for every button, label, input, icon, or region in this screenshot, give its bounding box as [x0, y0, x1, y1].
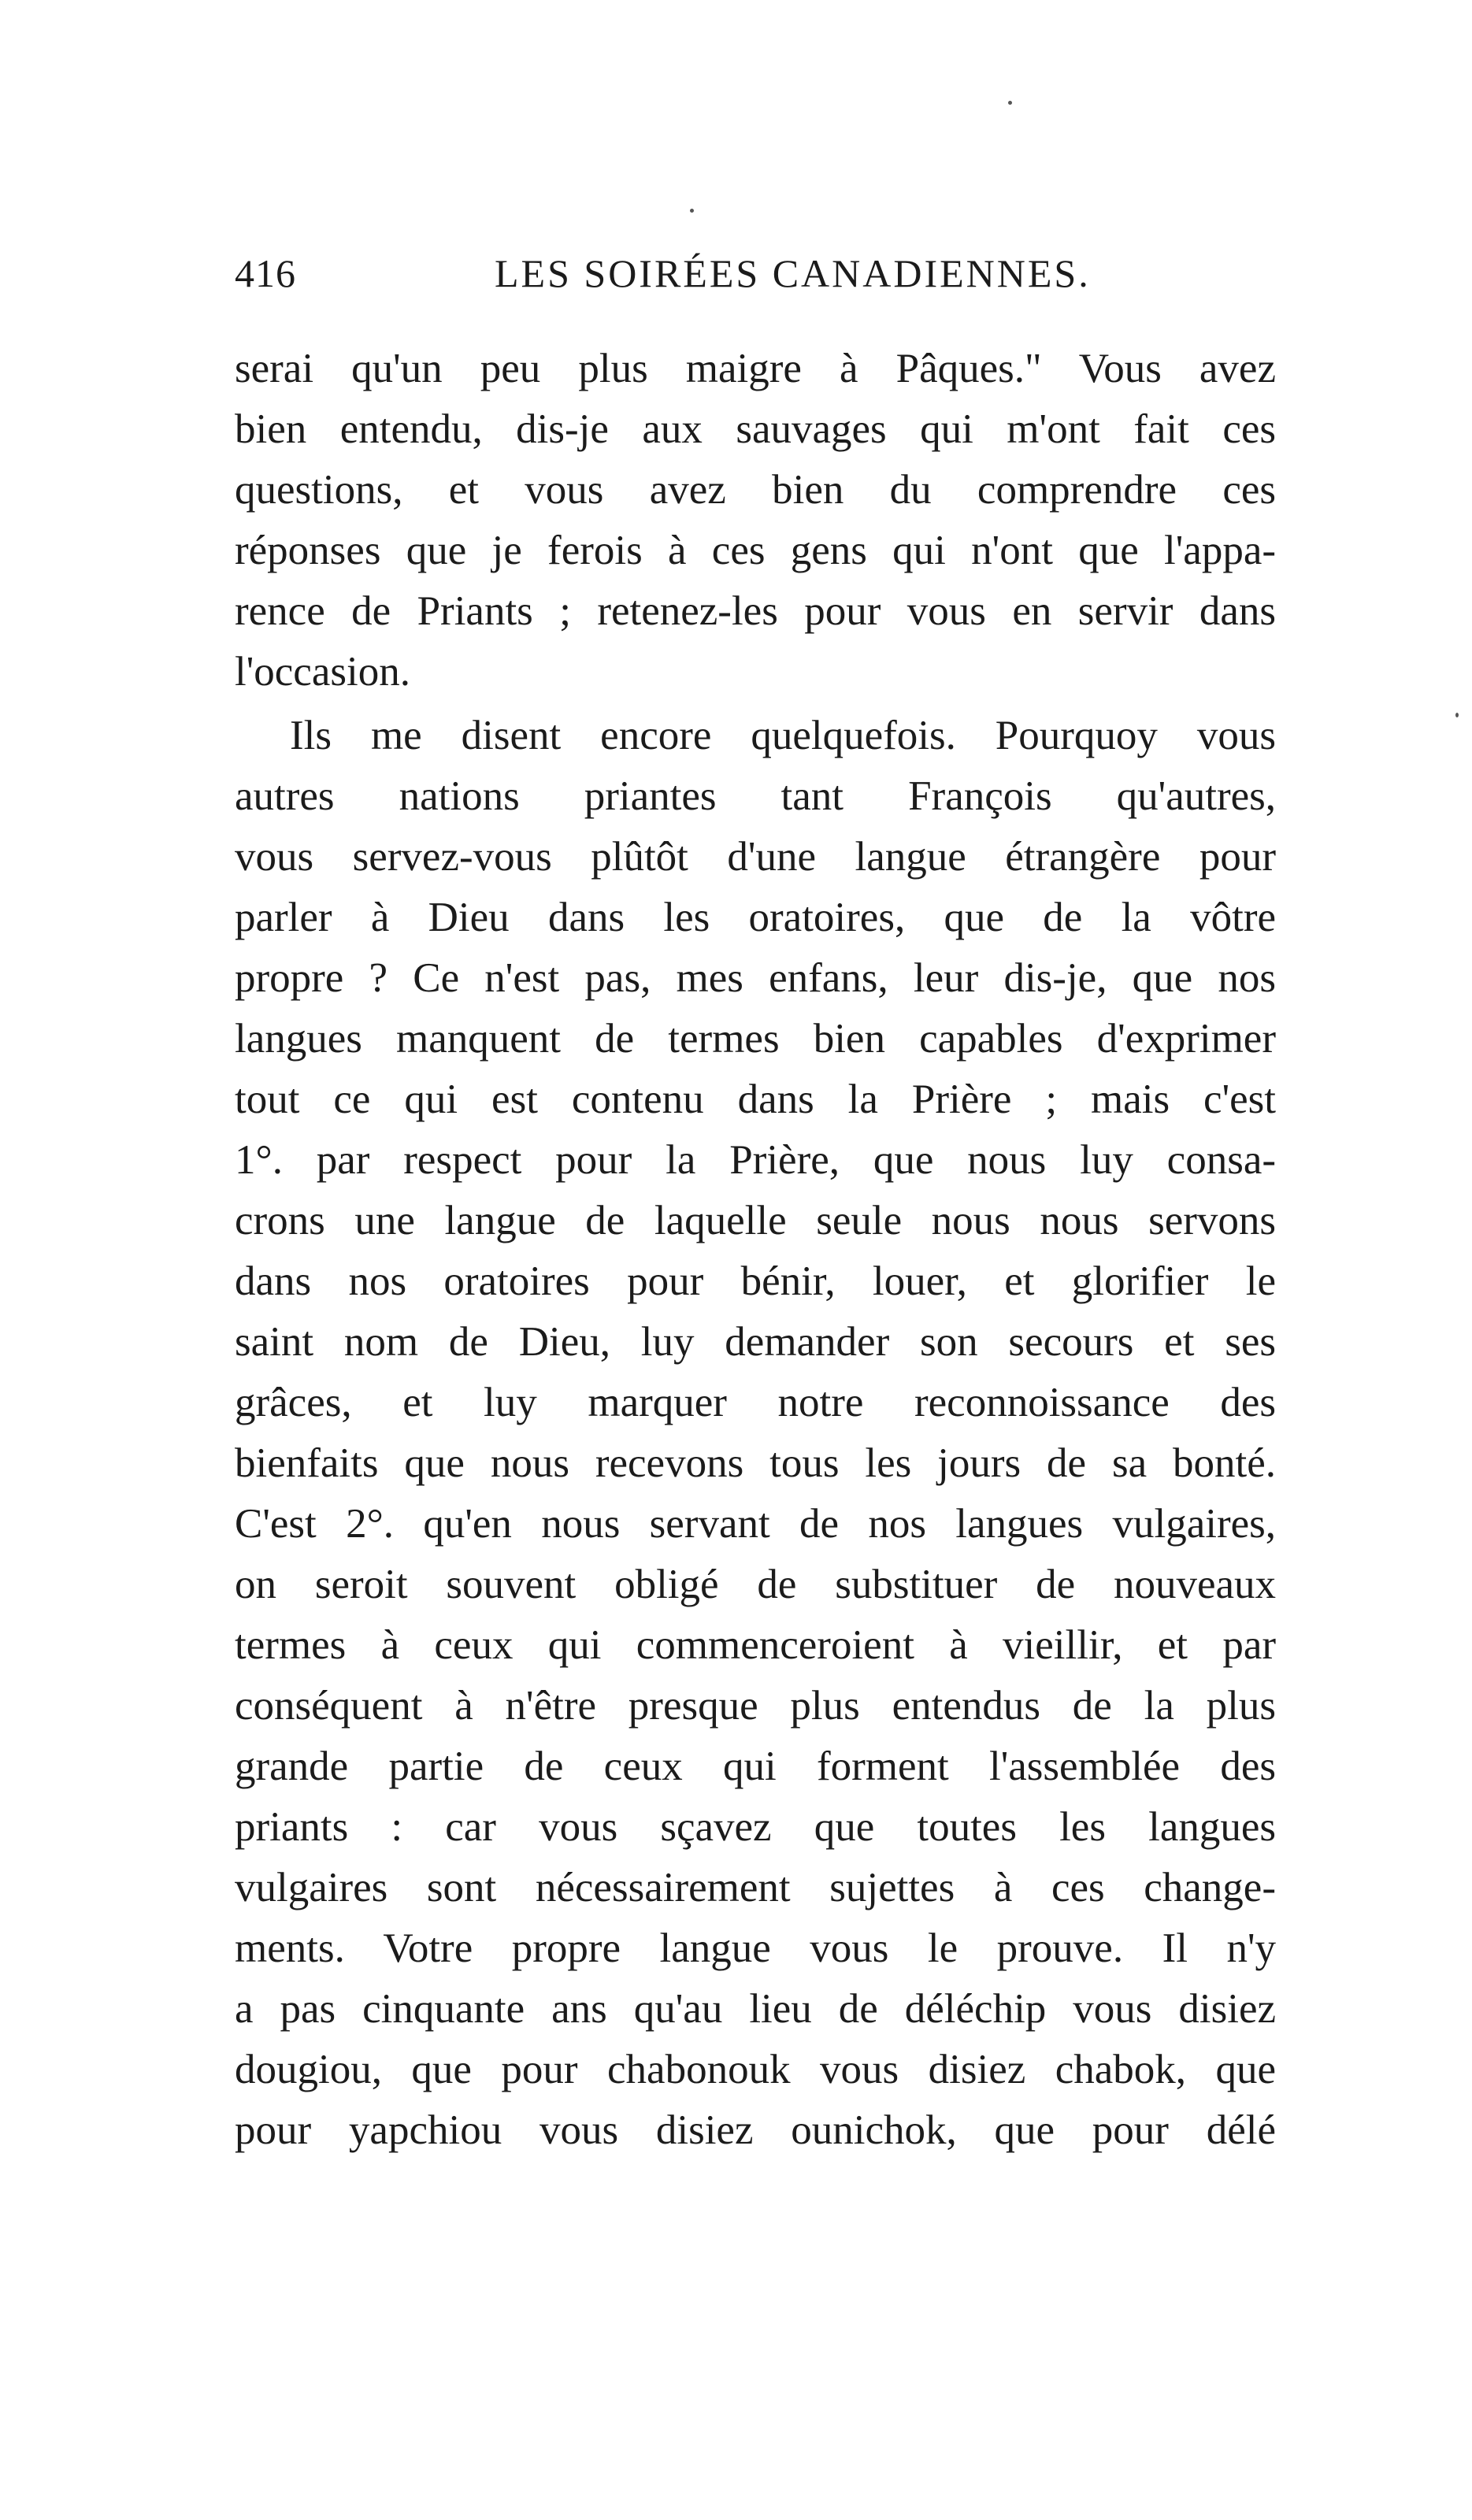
text-line: autres nations priantes tant François qu'autres,: [235, 773, 1276, 819]
text-line: l'occasion.: [235, 649, 410, 695]
text-line: termes à ceux qui commenceroient à vieillir, et par: [235, 1622, 1276, 1668]
text-line: 1°. par respect pour la Prière, que nous luy consa-: [235, 1137, 1276, 1183]
text-line: réponses que je ferois à ces gens qui n'ont que l'appa-: [235, 528, 1276, 573]
paper-speck: [1455, 713, 1459, 717]
text-line: serai qu'un peu plus maigre à Pâques." Vous avez: [235, 346, 1276, 391]
text-line: propre ? Ce n'est pas, mes enfans, leur dis-je, que nos: [235, 955, 1276, 1001]
page-header: [235, 250, 1274, 313]
paragraph-start-line: Ils me disent encore quelquefois. Pourquoy vous: [290, 713, 1276, 758]
text-line: tout ce qui est contenu dans la Prière ; mais c'est: [235, 1077, 1276, 1122]
text-line: saint nom de Dieu, luy demander son secours et ses: [235, 1319, 1276, 1365]
text-line: C'est 2°. qu'en nous servant de nos langues vulgaires,: [235, 1501, 1276, 1547]
text-line: grande partie de ceux qui forment l'assemblée des: [235, 1744, 1276, 1789]
text-line: langues manquent de termes bien capables d'exprimer: [235, 1016, 1276, 1062]
text-line: priants : car vous sçavez que toutes les langues: [235, 1804, 1276, 1850]
text-line: rence de Priants ; retenez-les pour vous en servir dans: [235, 588, 1276, 634]
text-line: questions, et vous avez bien du comprendre ces: [235, 467, 1276, 513]
text-line: dans nos oratoires pour bénir, louer, et glorifier le: [235, 1258, 1276, 1304]
text-line: dougiou, que pour chabonouk vous disiez chabok, que: [235, 2047, 1276, 2092]
text-line: bienfaits que nous recevons tous les jours de sa bonté.: [235, 1440, 1276, 1486]
page-number: 416: [235, 251, 296, 295]
text-line: vous servez-vous plûtôt d'une langue étrangère pour: [235, 834, 1276, 880]
text-line: on seroit souvent obligé de substituer de nouveaux: [235, 1562, 1276, 1607]
running-title: LES SOIRÉES CANADIENNES.: [495, 251, 1091, 295]
paper-speck: [1008, 101, 1012, 105]
body-text: [235, 339, 1276, 2161]
text-line: ments. Votre propre langue vous le prouve. Il n'y: [235, 1925, 1276, 1971]
text-line: a pas cinquante ans qu'au lieu de déléchip vous disiez: [235, 1986, 1276, 2032]
text-line: conséquent à n'être presque plus entendus de la plus: [235, 1683, 1276, 1729]
text-line: grâces, et luy marquer notre reconnoissance des: [235, 1380, 1276, 1425]
text-line: vulgaires sont nécessairement sujettes à ces change-: [235, 1865, 1276, 1910]
text-line: parler à Dieu dans les oratoires, que de la vôtre: [235, 895, 1276, 940]
text-line: crons une langue de laquelle seule nous nous servons: [235, 1198, 1276, 1243]
text-line: pour yapchiou vous disiez ounichok, que pour délé: [235, 2107, 1276, 2153]
text-line: bien entendu, dis-je aux sauvages qui m'ont fait ces: [235, 406, 1276, 452]
paper-speck: [690, 209, 694, 213]
